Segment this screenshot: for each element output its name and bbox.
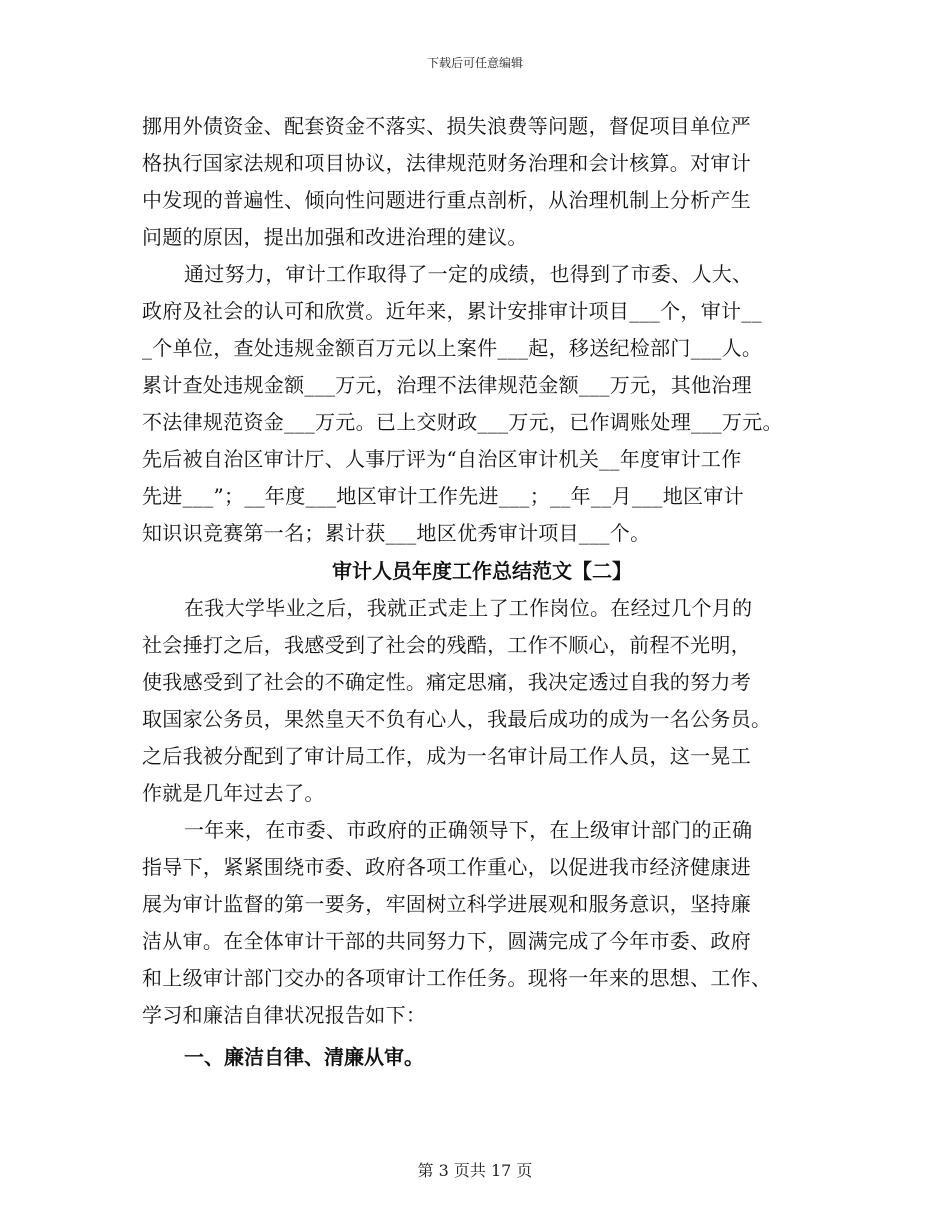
section-title: 审计人员年度工作总结范文【二】 [332,559,632,583]
text-line: 使我感受到了社会的不确定性。痛定思痛，我决定透过自我的努力考 [142,670,751,694]
paragraph-1 [142,108,822,256]
text-line: _个单位，查处违规金额百万元以上案件___起，移送纪检部门___人。 [142,336,763,360]
sub-heading: 一、廉洁自律、清廉从审。 [184,1045,424,1069]
text-line: 政府及社会的认可和欣赏。近年来，累计安排审计项目___个，审计__ [142,299,762,323]
text-line: 取国家公务员，果然皇天不负有心人，我最后成功的成为一名公务员。 [142,707,772,731]
text-line: 学习和廉洁自律状况报告如下： [142,1003,427,1027]
paragraph-3 [142,590,822,812]
document-body [142,108,822,1077]
text-line: 作就是几年过去了。 [142,781,325,805]
text-line: 和上级审计部门交办的各项审计工作任务。现将一年来的思想、工作、 [142,966,772,990]
text-line: 累计查处违规金额___万元，治理不法律规范金额___万元，其他治理 [142,373,752,397]
text-line: 社会捶打之后，我感受到了社会的残酷，工作不顺心，前程不光明， [142,633,751,657]
text-line: 挪用外债资金、配套资金不落实、损失浪费等问题，督促项目单位严 [142,114,751,138]
text-line: 知识识竞赛第一名；累计获___地区优秀审计项目___个。 [142,521,651,545]
text-line: 在我大学毕业之后，我就正式走上了工作岗位。在经过几个月的 [184,596,753,620]
text-line: 格执行国家法规和项目协议，法律规范财务治理和会计核算。对审计 [142,151,751,175]
text-line: 洁从审。在全体审计干部的共同努力下，圆满完成了今年市委、政府 [142,929,751,953]
text-line: 问题的原因，提出加强和改进治理的建议。 [142,225,528,249]
page-number: 第 3 页共 17 页 [417,1161,533,1180]
text-line: 先后被自治区审计厅、人事厅评为“自治区审计机关__年度审计工作 [142,447,742,471]
text-line: 指导下，紧紧围绕市委、政府各项工作重心，以促进我市经济健康进 [142,855,751,879]
text-line: 一年来，在市委、市政府的正确领导下，在上级审计部门的正确 [184,818,753,842]
header-note: 下载后可任意编辑 [426,56,523,70]
text-line: 中发现的普遍性、倾向性问题进行重点剖析，从治理机制上分析产生 [142,188,751,212]
text-line: 不法律规范资金___万元。已上交财政___万元，已作调账处理___万元。 [142,410,783,434]
text-line: 通过努力，审计工作取得了一定的成绩，也得到了市委、人大、 [184,262,753,286]
paragraph-4 [142,812,822,1034]
paragraph-2 [142,256,822,552]
text-line: 展为审计监督的第一要务，牢固树立科学进展观和服务意识，坚持廉 [142,892,751,916]
text-line: 先进___”；__年度___地区审计工作先进___；__年__月___地区审计 [142,484,744,508]
text-line: 之后我被分配到了审计局工作，成为一名审计局工作人员，这一晃工 [142,744,751,768]
